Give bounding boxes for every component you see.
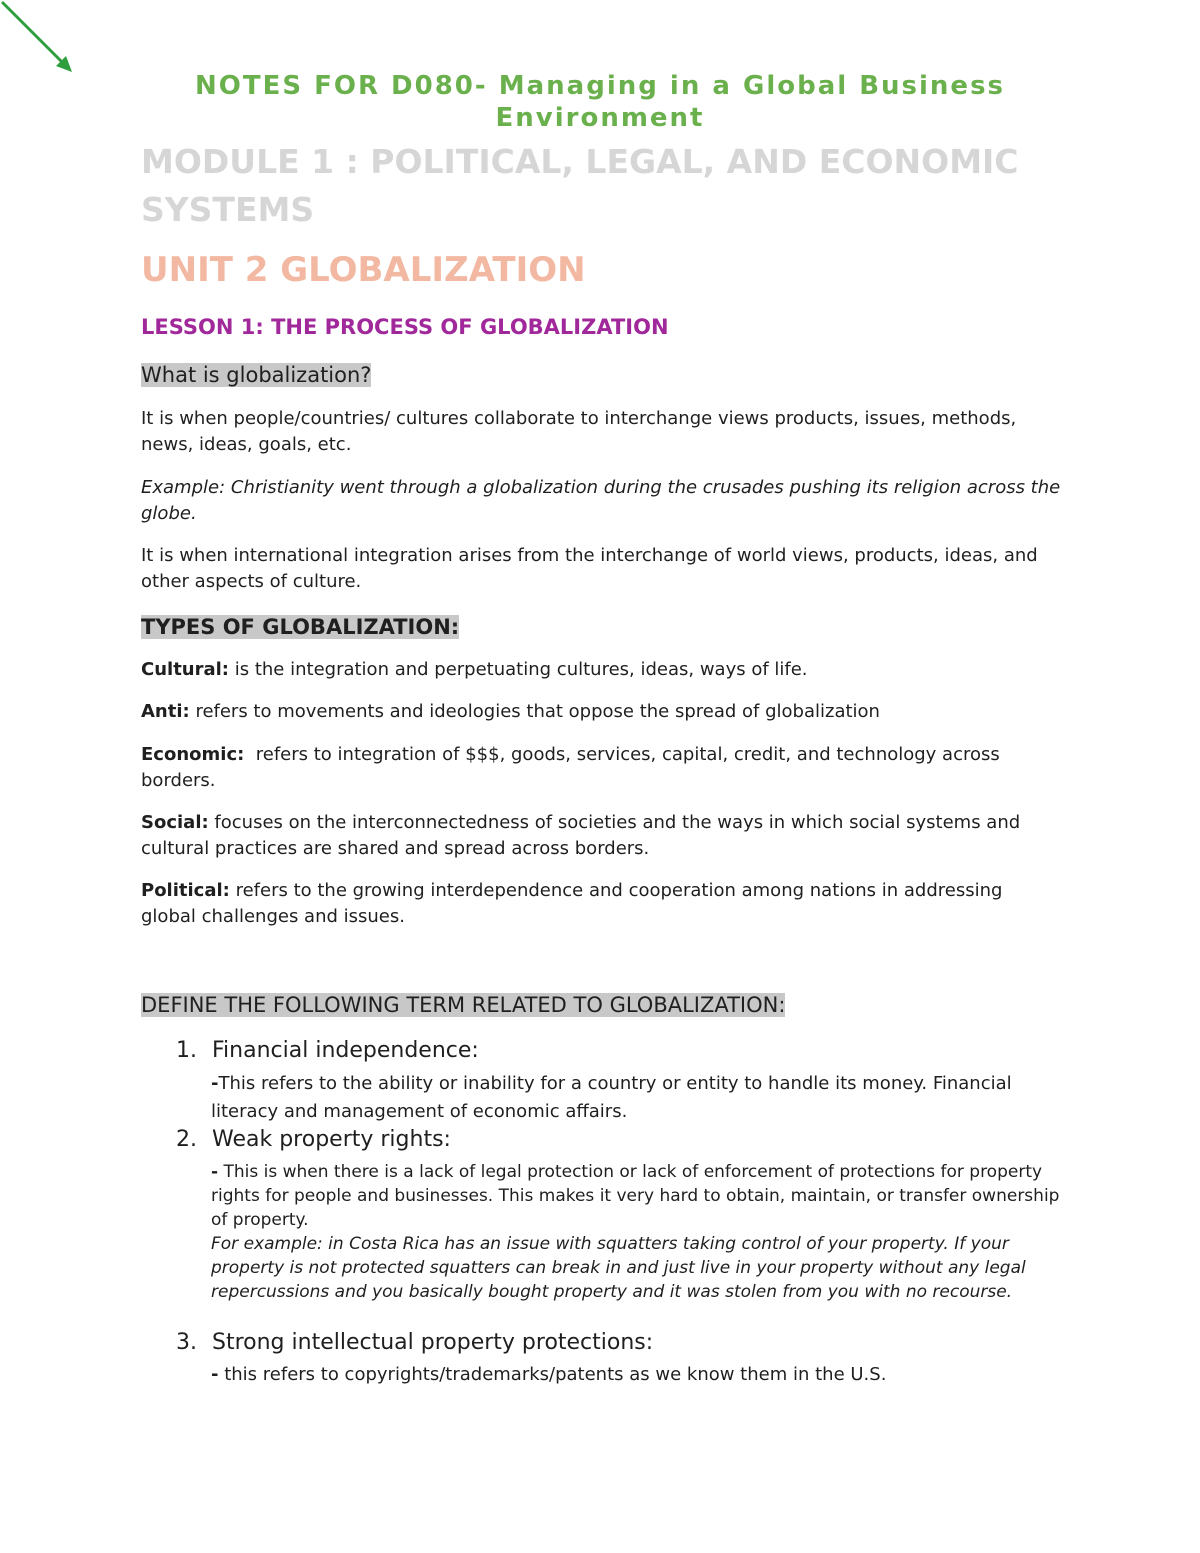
types-heading-text: TYPES OF GLOBALIZATION: [141, 615, 460, 639]
term-title-financial-independence: Financial independence: [212, 1038, 479, 1063]
paragraph-example: Example: Christianity went through a globalization during the crusades pushing its religion across the globe. [141, 477, 1061, 524]
section-heading-define [141, 990, 785, 1020]
type-term: Social: [141, 812, 209, 833]
type-term: Economic: [141, 744, 245, 765]
term-example-weak-property-rights: For example: in Costa Rica has an issue with squatters taking control of your property. If your property is not protected squatters can break in and just live in your property without any legal repercussions and you basically bought property and it was stolen from you with no recourse. [211, 1234, 1026, 1302]
list-number: 2. [176, 1127, 197, 1152]
section-heading-what-is [141, 360, 371, 390]
type-text: refers to movements and ideologies that oppose the spread of globalization [189, 701, 880, 722]
type-item-political [141, 878, 1061, 930]
document-title: NOTES FOR D080- Managing in a Global Business Environment [194, 71, 1006, 133]
type-item-social [141, 810, 1061, 862]
paragraph-definition-2: It is when international integration arises from the interchange of world views, products, ideas, and other aspects of culture. [141, 545, 1038, 592]
type-term: Anti: [141, 701, 190, 722]
term-definition-financial-independence [211, 1070, 1061, 1126]
list-number: 1. [176, 1038, 197, 1063]
list-number: 3. [176, 1330, 197, 1355]
unit-heading: UNIT 2 GLOBALIZATION [141, 250, 586, 290]
type-term: Political: [141, 880, 230, 901]
what-is-heading-text: What is globalization? [141, 363, 372, 387]
type-text: refers to integration of $$$, goods, services, capital, credit, and technology across borders. [141, 744, 1006, 791]
type-item-economic [141, 742, 1061, 794]
module-heading: MODULE 1 : POLITICAL, LEGAL, AND ECONOMIC SYSTEMS [141, 142, 1019, 229]
type-text: focuses on the interconnectedness of societies and the ways in which social systems and cultural practices are shared and spread across borders. [141, 812, 1021, 859]
definition-text: this refers to copyrights/trademarks/patents as we know them in the U.S. [218, 1364, 887, 1385]
arrow-annotation-icon [0, 0, 80, 80]
term-title-weak-property-rights: Weak property rights: [212, 1127, 451, 1152]
type-item-anti [141, 699, 1061, 725]
term-definition-weak-property-rights [211, 1160, 1061, 1232]
dash: - [211, 1162, 219, 1182]
definition-text: This is when there is a lack of legal protection or lack of enforcement of protections for property rights for people and businesses. This makes it very hard to obtain, maintain, or transfer ownership of property. [211, 1162, 1060, 1230]
term-definition-strong-ip-protections [211, 1363, 1061, 1387]
type-item-cultural [141, 657, 1061, 683]
lesson-heading: LESSON 1: THE PROCESS OF GLOBALIZATION [141, 315, 669, 339]
type-text: is the integration and perpetuating cultures, ideas, ways of life. [229, 659, 808, 680]
dash: - [211, 1073, 219, 1094]
paragraph-definition-1: It is when people/countries/ cultures collaborate to interchange views products, issues, methods, news, ideas, goals, etc. [141, 408, 1017, 455]
definition-text: This refers to the ability or inability for a country or entity to handle its money. Financial literacy and management of economic affairs. [211, 1073, 1012, 1122]
term-title-strong-ip-protections: Strong intellectual property protections: [212, 1330, 654, 1355]
dash: - [211, 1364, 219, 1385]
define-heading-text: DEFINE THE FOLLOWING TERM RELATED TO GLOBALIZATION: [141, 993, 786, 1017]
type-text: refers to the growing interdependence and cooperation among nations in addressing global challenges and issues. [141, 880, 1003, 927]
type-term: Cultural: [141, 659, 230, 680]
section-heading-types [141, 612, 459, 642]
